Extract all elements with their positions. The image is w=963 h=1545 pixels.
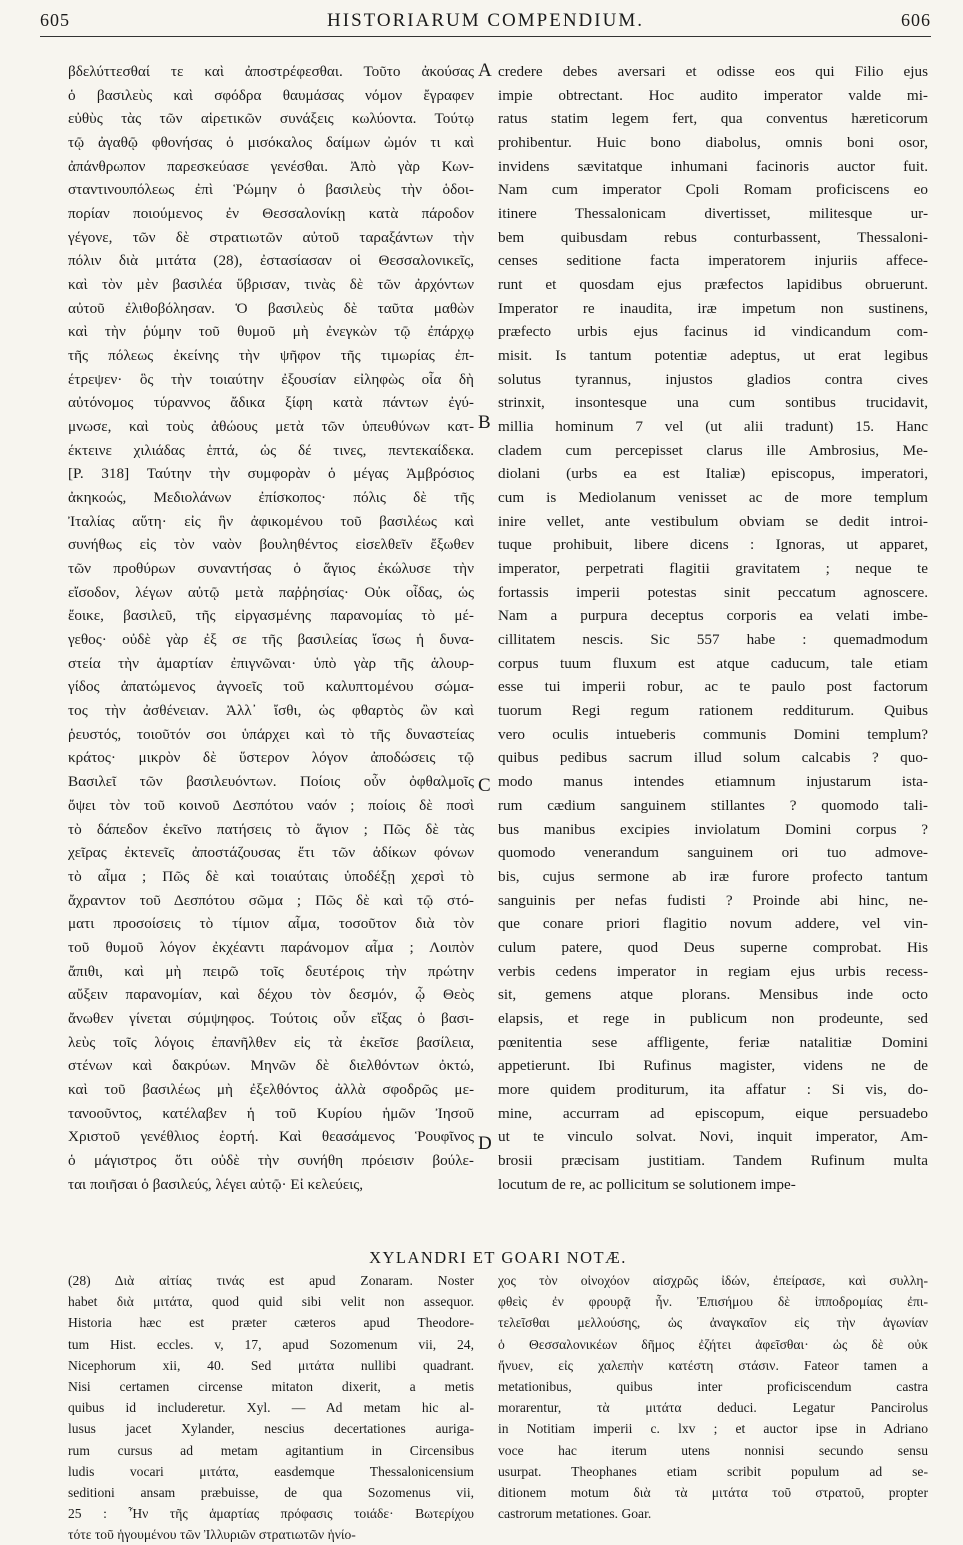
latin-text-line: invidens sævitatque inhumani facinoris auctor fuit. <box>498 157 928 175</box>
greek-text-line: στεία τὴν ἁμαρτίαν ἐπιγνῶναι· ὑπὸ γὰρ τῆς ἁλουρ- <box>68 654 474 672</box>
greek-text-line: τανοοῦντος, κατέλαβεν ἡ τοῦ Κυρίου ἡμῶν Ἰησοῦ <box>68 1104 474 1122</box>
latin-text-line: locutum de re, ac pollicitum se solutionem impe- <box>498 1175 796 1193</box>
latin-text-line: cillitatem nescis. Sic 557 habe : quemadmodum <box>498 631 928 649</box>
greek-text-line: έτρεψεν· ὃς τὴν τοιαύτην ἐξουσίαν εἰληφὼς οἷα δὴ <box>68 370 474 388</box>
note-line: castrorum metationes. Goar. <box>498 1506 652 1522</box>
greek-text-line: [P. 318] Ταύτην τὴν συμφορὰν ὁ μέγας Ἀμβρόσιος <box>68 465 474 483</box>
greek-text-line: ἔοικε, βασιλεῦ, τῆς εἰργασμένης παρανομίας τὸ μέ- <box>68 607 474 625</box>
note-line: (28) Διὰ αἰτίας τινάς est apud Zonaram. Noster <box>68 1273 474 1288</box>
latin-text-line: millia hominum 7 vel (ut alii tradunt) 15. Hanc <box>498 418 928 436</box>
note-line: habet διὰ μιτάτα, quod quid sibi velit non assequor. <box>68 1294 474 1310</box>
page-number-left: 605 <box>40 10 70 30</box>
latin-text-line: que conare priori flagitio novum addere, vel vin- <box>498 915 928 933</box>
note-line: quibus id includeretur. Xyl. — Ad metam hic al- <box>68 1400 474 1416</box>
note-line: in Notitiam imperii c. lxv ; et auctor ipse in Adriano <box>498 1421 928 1437</box>
latin-text-line: Imperator re inaudita, iræ impetum non sustinens, <box>498 299 928 317</box>
greek-text-line: τῆς πόλεως ἐκείνης τὴν ψῆφον τῆς τιμωρίας ἐπ- <box>68 347 474 365</box>
greek-text-line: ὁ μάγιστρος ὅτι οὐδὲ τὴν συνήθη πρόεισιν βούλε- <box>68 1151 474 1169</box>
latin-text-line: corpus tuum fluxum est atque caducum, tale etiam <box>498 654 928 672</box>
notes-column-left <box>68 1270 474 1545</box>
latin-text-line: esse tui imperii robur, ac te paulo post factorum <box>498 678 928 696</box>
greek-text-line: τῶν προθύρων συναντήσας ὁ ἅγιος ἐκώλυσε τὴν <box>68 560 474 578</box>
latin-text-line: Nam cum imperator Cpoli Romam proficiscens eo <box>498 181 928 199</box>
latin-text-line: more quidem proditurum, ita affatur : Si vis, do- <box>498 1080 928 1098</box>
greek-text-line: έκτεινε χιλιάδας ἑπτά, ὡς δέ τινες, πεντεκαίδεκα. <box>68 441 474 459</box>
note-line: ὁ Θεσσαλονικέων δῆμος ἐζήτει ἀφεῖσθαι· ὡς δὲ οὐκ <box>498 1336 928 1352</box>
notes-title: XYLANDRI ET GOARI NOTÆ. <box>369 1248 627 1267</box>
note-line: metationibus, quibus inter proficiscendum castra <box>498 1378 928 1394</box>
greek-text-line: Χριστοῦ γενέθλιος ἑορτή. Καὶ θεασάμενος Ῥουφῖνος <box>68 1128 474 1146</box>
greek-text-line: εὐθὺς τὰς τῶν αἱρετικῶν συνάξεις κωλύοντα. Τούτῳ <box>68 110 474 128</box>
greek-text-line: λεὺς τοῖς λόγοις ἐπανῆλθεν εἰς τὰ ἐκεῖσε βασίλεια, <box>68 1033 474 1051</box>
greek-text-line: εἴσοδον, λέγων αὐτῷ μετὰ παῤῥησίας· Οὐκ οἶδας, ὡς <box>68 583 474 601</box>
latin-text-line: strinxit, insontesque una cum sontibus trucidavit, <box>498 394 928 412</box>
greek-text-line: πόλιν διὰ μιτάτα (28), ἐστασίασαν οἱ Θεσσαλονικεῖς, <box>68 252 474 270</box>
running-title: HISTORIARUM COMPENDIUM. <box>327 10 644 31</box>
latin-text-line: diolani (urbs ea est Italiæ) episcopus, imperatori, <box>498 465 928 483</box>
greek-text-line: ἄνωθεν γίνεται σύμψηφος. Τούτοις οὖν εἴξας ὁ βασι- <box>68 1009 474 1027</box>
latin-text-line: misit. Is tantum potentiæ adeptus, ut erat legibus <box>498 347 928 365</box>
latin-text-line: cladem cum percepisset clarus ille Ambrosius, Me- <box>498 441 928 459</box>
greek-text-line: ἀκηκοώς, Μεδιολάνων ἐπίσκοπος· πόλις δὲ τῆς <box>68 489 474 507</box>
margin-letter-b: B <box>478 412 491 433</box>
latin-text-line: bus manibus excipies inviolatum Domini corpus ? <box>498 820 928 838</box>
note-line: ἤνυεν, εἰς χαλεπὴν κατέστη στάσιν. Fateor tamen a <box>498 1357 928 1373</box>
greek-text-line: ὁ βασιλεὺς καὶ σφόδρα θαυμάσας νόμον ἔγραφεν <box>68 86 474 104</box>
note-line: ditionem motum διὰ τὰ μιτάτα τοῦ στρατοῦ, propter <box>498 1484 928 1500</box>
greek-text-line: κράτος· μικρὸν δὲ ὕστερον λόγον ἀποδώσεις τῷ <box>68 749 474 767</box>
greek-text-line: αὐτόνομος τύραννος ἄδικα ξίφη κατὰ πάντων ἐγύ- <box>68 394 474 412</box>
note-line: usurpat. Theophanes etiam scribit populum ad se- <box>498 1463 928 1479</box>
greek-text-line: ἄχραντον τοῦ Δεσπότου σῶμα ; Πῶς δὲ καὶ τῷ στό- <box>68 891 474 909</box>
latin-text-line: pœnitentia sese affligente, feriæ natalitiæ Domini <box>498 1033 928 1051</box>
greek-text-line: βδελύττεσθαί τε καὶ ἀποστρέφεσθαι. Τοῦτο ἀκούσας <box>68 63 474 80</box>
latin-text-line: censes seditione facta imperatorem injuriis affece- <box>498 252 928 270</box>
notes-column-right <box>498 1270 928 1524</box>
latin-text-column <box>498 60 928 1196</box>
latin-text-line: tuorum Regi regum rationem redditurum. Quibus <box>498 702 928 720</box>
margin-letter-d: D <box>478 1133 492 1154</box>
greek-text-line: συνήθως εἰς τὸν ναὸν βουληθέντος εἰσελθεῖν ἔξωθεν <box>68 536 474 554</box>
latin-text-line: ratus statim legem fert, qua conventus hæreticorum <box>498 110 928 128</box>
latin-text-line: Nam a purpura deceptus corporis ea velati imbe- <box>498 607 928 625</box>
latin-text-line: verbis cedens imperator in regiam ejus urbis recess- <box>498 962 928 980</box>
greek-text-line: Βασιλεῖ τῶν βασιλευόντων. Ποίοις οὖν ὀφθαλμοῖς <box>68 773 474 791</box>
greek-text-line: καὶ τοῦ βασιλέως μὴ ἐξελθόντος ἀλλὰ σφοδρῶς με- <box>68 1080 474 1098</box>
margin-letter-c: C <box>478 775 491 796</box>
latin-text-line: inire vellet, ante vestibulum obviam se dedit introi- <box>498 512 928 530</box>
greek-text-line: ματι προσοίσεις τὸ τίμιον αἷμα, τοσοῦτον διὰ τὸν <box>68 915 474 933</box>
latin-text-line: appetierunt. Ibi Rufinus magister, videns ne de <box>498 1057 928 1075</box>
latin-text-line: prohibentur. Huic bono diabolus, omnis boni osor, <box>498 134 928 152</box>
latin-text-line: sanguinis per nefas fudisti ? Proinde abi hinc, ne- <box>498 891 928 909</box>
latin-text-line: tuque prohibuit, libere dicens : Ignoras, ut apparet, <box>498 536 928 554</box>
greek-text-column <box>68 60 474 1196</box>
greek-text-line: ῥευστός, τοιοῦτόν σοι ὑπάρχει καὶ τὸ τῆς δυναστείας <box>68 725 474 743</box>
greek-text-line: ται ποιῆσαι ὁ βασιλεύς, λέγει αὐτῷ· Εἰ κελεύεις, <box>68 1175 364 1193</box>
greek-text-line: γεθος· οὐδὲ γὰρ ἐξ σε τῆς βασιλείας ἴσως ἡ δυνα- <box>68 631 474 649</box>
note-line: voce hac iterum utens nonnisi secundo sensu <box>498 1442 928 1458</box>
latin-text-line: imperator, perpetrati flagitii gravitatem ; neque te <box>498 560 928 578</box>
latin-text-line: runt et quosdam ejus præfectos lapidibus obruerunt. <box>498 276 928 294</box>
greek-text-line: σταντινουπόλεως ἐπὶ Ῥώμην ὁ βασιλεὺς τὴν ὁδοι- <box>68 181 474 199</box>
latin-text-line: bis, cujus sermone ab iræ furore profecto tantum <box>498 867 928 885</box>
note-line: Nicephorum xii, 40. Sed μιτάτα nullibi quadrant. <box>68 1357 474 1373</box>
greek-text-line: καὶ τὴν ῥύμην τοῦ θυμοῦ μὴ ἐνεγκὼν τῷ ἐπάρχῳ <box>68 323 474 341</box>
note-line: lusus jacet Xylander, nescius decertationes auriga- <box>68 1421 474 1437</box>
greek-text-line: τὸ αἷμα ; Πῶς δὲ καὶ τοιαύταις ὑποδέξῃ χερσὶ τὸ <box>68 867 474 885</box>
latin-text-line: vero oculis intueberis communis Domini templum? <box>498 725 928 743</box>
page-number-right: 606 <box>901 10 931 30</box>
running-header <box>40 6 931 37</box>
latin-text-line: culum patere, quod Deus superne comprobat. His <box>498 938 928 956</box>
note-line: ludis vocari μιτάτα, easdemque Thessalonicensium <box>68 1463 474 1479</box>
note-line: seditioni ansam præbuisse, de qua Sozomenus vii, <box>68 1484 474 1500</box>
greek-text-line: γίδος ἀπατώμενος ἀγνοεῖς τοῦ καλυπτομένου σώμα- <box>68 678 474 696</box>
latin-text-line: fortassis imperii potestas sinit peccatum agnoscere. <box>498 583 928 601</box>
note-line: τότε τοῦ ἡγουμένου τῶν Ἰλλυριῶν στρατιωτῶν ἡνίο- <box>68 1527 356 1543</box>
greek-text-line: αὐτοῦ ἐλιθοβόλησαν. Ὁ βασιλεὺς δὲ ταῦτα μαθὼν <box>68 299 474 317</box>
greek-text-line: ὄψει τὸν τοῦ κοινοῦ Δεσπότου ναόν ; ποίοις δὲ ποσὶ <box>68 796 474 814</box>
greek-text-line: μνωσε, καὶ τοὺς ἀθώους μετὰ τῶν ὑπευθύνων κατ- <box>68 418 474 436</box>
latin-text-line: præfecto urbis ejus facinus id vindicandum com- <box>498 323 928 341</box>
latin-text-line: sit, gemens atque plorans. Mensibus inde octo <box>498 986 928 1004</box>
greek-text-line: ἀπάνθρωπον παρεσκεύασε γενέσθαι. Ἀπὸ γὰρ Κων- <box>68 157 474 175</box>
latin-text-line: quibus pedibus sacrum illud solum calcabis ? quo- <box>498 749 928 767</box>
latin-text-line: quomodo venerandum sanguinem ori tuo admove- <box>498 844 928 862</box>
greek-text-line: τοῦ θυμοῦ λόγον ἐκχέαντι παράνομον αἷμα ; Λοιπὸν <box>68 938 474 956</box>
greek-text-line: Ἰταλίας αὕτη· εἰς ἣν ἀφικομένου τοῦ βασιλέως καὶ <box>68 512 474 530</box>
latin-text-line: solutus tyrannus, injustos gladios contra cives <box>498 370 928 388</box>
greek-text-line: τος τὴν ἀσθένειαν. Ἀλλ᾽ ἴσθι, ὡς φθαρτὸς ὢν καὶ <box>68 702 474 720</box>
greek-text-line: χεῖρας ἐκτενεῖς ἀποστάζουσας ἔτι τῶν ἀδίκων φόνων <box>68 844 474 862</box>
note-line: φθεὶς ἐν φρουρᾷ ἦν. Ἐπισήμου δὲ ἱπποδρομίας ἐπι- <box>498 1294 928 1310</box>
greek-text-line: τῷ ἀγαθῷ φθονήσας ὁ μισόκαλος δαίμων ὠμόν τι καὶ <box>68 134 474 152</box>
greek-text-line: τὸ δάπεδον ἐκεῖνο πατήσεις τὸ ἅγιον ; Πῶς δὲ τὰς <box>68 820 474 838</box>
latin-text-line: mine, accurram ad episcopum, eique persuadebo <box>498 1104 928 1122</box>
greek-text-line: αὔξειν παρανομίαν, καὶ δέχου τὸν δεσμόν, ᾧ Θεὸς <box>68 986 474 1004</box>
greek-text-line: ἄπιθι, καὶ μὴ πειρῶ τοῖς δευτέροις τὴν πρώτην <box>68 962 474 980</box>
margin-letter-a: A <box>478 60 492 81</box>
note-line: χος τὸν οἰνοχόον αἰσχρῶς ἰδών, ἐπείρασε, καὶ συλλη- <box>498 1273 928 1288</box>
note-line: 25 : Ἦν τῆς ἁμαρτίας πρόφασις τοιάδε· Βωτερίχου <box>68 1506 474 1522</box>
latin-text-line: impie obtrectant. Hoc audito imperator valde mi- <box>498 86 928 104</box>
note-line: tum Hist. eccles. v, 17, apud Sozomenum vii, 24, <box>68 1336 474 1352</box>
note-line: morarentur, τὰ μιτάτα deduci. Legatur Pancirolus <box>498 1400 928 1416</box>
latin-text-line: itinere Thessalonicam divertisset, militesque ur- <box>498 205 928 223</box>
greek-text-line: πορίαν ποιούμενος ἐν Θεσσαλονίκῃ κατὰ πάροδον <box>68 205 474 223</box>
latin-text-line: bem quibusdam rebus conturbassent, Thessaloni- <box>498 228 928 246</box>
latin-text-line: brosii præcisam justitiam. Tandem Rufinum multa <box>498 1151 928 1169</box>
greek-text-line: καὶ τὸν μὲν βασιλέα ὕβρισαν, τινὰς δὲ τῶν ἀρχόντων <box>68 276 474 294</box>
latin-text-line: cum is Mediolanum venisset ac de more templum <box>498 489 928 507</box>
note-line: Nisi certamen circense mitaton dixerit, a metis <box>68 1378 474 1394</box>
note-line: τελεῖσθαι μελλούσης, ὡς ἀναγκαῖον εἰς τὴν ἀγωνίαν <box>498 1315 928 1331</box>
greek-text-line: στένων καὶ δακρύων. Μηνῶν δὲ διελθόντων ὀκτώ, <box>68 1057 474 1075</box>
greek-text-line: γέγονε, τῶν δὲ στρατιωτῶν αὐτοῦ ταραξάντων τὴν <box>68 228 474 246</box>
latin-text-line: ut te vinculo solvat. Novi, inquit imperator, Am- <box>498 1128 928 1146</box>
latin-text-line: elapsis, et rege in publicum non prodeunte, sed <box>498 1009 928 1027</box>
latin-text-line: rum cædium sanguinem stillantes ? quomodo tali- <box>498 796 928 814</box>
note-line: rum cursus ad metam agitantium in Circensibus <box>68 1442 474 1458</box>
latin-text-line: credere debes aversari et odisse eos qui Filio ejus <box>498 63 928 80</box>
note-line: Historia hæc est præter cæteros apud Theodore- <box>68 1315 474 1331</box>
latin-text-line: modo manus intendes etiamnum injustarum ista- <box>498 773 928 791</box>
